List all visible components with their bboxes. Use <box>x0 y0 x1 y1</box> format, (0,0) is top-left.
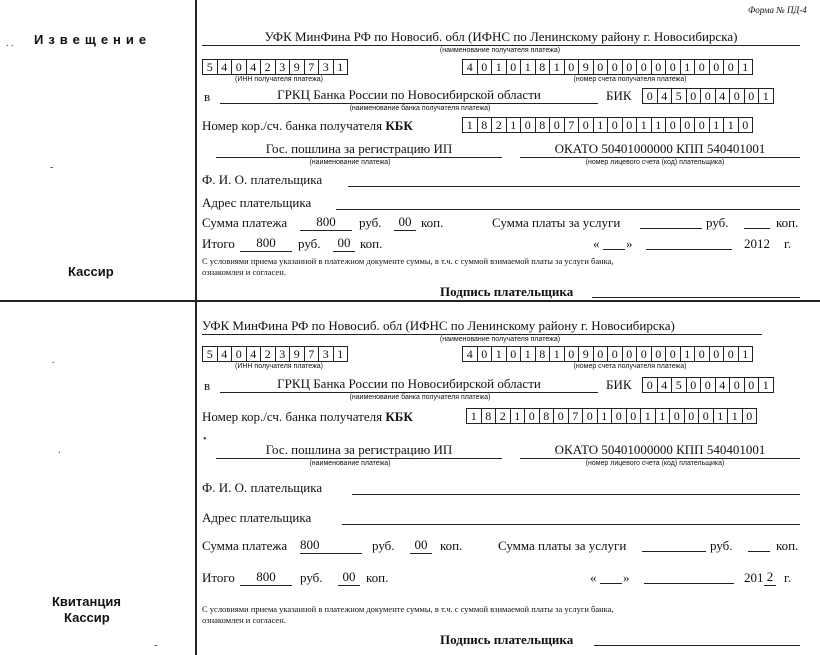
kbk-label <box>202 118 413 134</box>
digit-cell: 0 <box>622 346 638 362</box>
digit-cell: 4 <box>657 88 673 104</box>
digit-cell: 0 <box>642 88 658 104</box>
digit-cell: 1 <box>709 117 725 133</box>
digit-cell: 1 <box>491 346 507 362</box>
cashier-label-top: Кассир <box>68 264 114 279</box>
vertical-divider <box>195 0 197 655</box>
year-suffix: г. <box>784 236 792 251</box>
digit-cell: 7 <box>304 346 320 362</box>
day-field[interactable] <box>603 236 625 250</box>
digit-cell: 3 <box>275 346 291 362</box>
digit-cell: 1 <box>655 408 671 424</box>
digit-cell: 0 <box>578 117 594 133</box>
digit-cell: 0 <box>744 88 760 104</box>
digit-cell: 0 <box>729 377 745 393</box>
scan-dot: . . <box>6 38 14 49</box>
digit-cell: 4 <box>246 59 262 75</box>
digit-cell: 0 <box>742 408 758 424</box>
digit-cell: 1 <box>680 346 696 362</box>
digit-cell: 0 <box>607 59 623 75</box>
digit-cell: 0 <box>723 59 739 75</box>
digit-cell: 0 <box>506 346 522 362</box>
digit-cell: 5 <box>202 59 218 75</box>
digit-cell: 2 <box>260 59 276 75</box>
digit-cell: 0 <box>506 59 522 75</box>
terms-line-2: ознакомлен и согласен. <box>202 267 286 277</box>
total-label: Итого <box>202 236 235 251</box>
digit-cell: 1 <box>727 408 743 424</box>
digit-cell: 3 <box>318 59 334 75</box>
digit-cell: 0 <box>686 377 702 393</box>
okato-kpp: ОКАТО 50401000000 КПП 540401001 <box>520 141 800 158</box>
rub-label: руб. <box>372 538 395 553</box>
digit-cell: 0 <box>626 408 642 424</box>
quote-open: « <box>590 570 597 585</box>
payer-name-field[interactable] <box>352 481 800 495</box>
payer-address-label: Адрес плательщика <box>202 510 312 525</box>
digit-cell: 1 <box>520 59 536 75</box>
digit-cell: 4 <box>462 346 478 362</box>
recipient-name: УФК МинФина РФ по Новосиб. обл (ИФНС по Ленинскому району г. Новосибирска) <box>202 318 762 335</box>
signature-label: Подпись плательщика <box>440 632 574 647</box>
recipient-name: УФК МинФина РФ по Новосиб. обл (ИФНС по Ленинскому району г. Новосибирска) <box>202 29 800 46</box>
account-digits <box>462 346 753 362</box>
signature-label: Подпись плательщика <box>440 284 574 299</box>
services-rub-field[interactable] <box>642 538 706 552</box>
digit-cell: 0 <box>553 408 569 424</box>
digit-cell: 2 <box>260 346 276 362</box>
digit-cell: 0 <box>709 59 725 75</box>
digit-cell: 1 <box>738 59 754 75</box>
digit-cell: 0 <box>700 88 716 104</box>
services-rub-label: руб. <box>706 215 729 230</box>
digit-cell: 0 <box>684 408 700 424</box>
month-field[interactable] <box>646 236 732 250</box>
services-kop-label: коп. <box>776 215 799 230</box>
digit-cell: 4 <box>462 59 478 75</box>
total-value[interactable]: 800 <box>240 569 292 586</box>
account-digits <box>462 59 753 75</box>
scan-dot: . <box>52 355 55 366</box>
bik-digits <box>642 377 774 393</box>
bank-prefix: в <box>204 378 211 393</box>
digit-cell: 0 <box>723 346 739 362</box>
digit-cell: 8 <box>539 408 555 424</box>
digit-cell: 0 <box>593 346 609 362</box>
digit-cell: 0 <box>729 88 745 104</box>
total-kop-value[interactable]: 00 <box>338 569 360 586</box>
terms-text <box>202 256 614 278</box>
digit-cell: 0 <box>744 377 760 393</box>
payer-address-field[interactable] <box>342 511 800 525</box>
kbk-digits <box>466 408 757 424</box>
digit-cell: 0 <box>607 346 623 362</box>
digit-cell: 0 <box>231 59 247 75</box>
digit-cell: 7 <box>568 408 584 424</box>
terms-line-1: С условиями приема указанной в платежном документе суммы, в т.ч. с суммой взимаемой платы за услуги банка, <box>202 604 614 614</box>
digit-cell: 1 <box>491 59 507 75</box>
digit-cell: 0 <box>642 377 658 393</box>
kop-label: коп. <box>440 538 463 553</box>
digit-cell: 2 <box>491 117 507 133</box>
kop-value[interactable]: 00 <box>394 214 416 231</box>
total-kop-value[interactable]: 00 <box>333 235 355 252</box>
digit-cell: 0 <box>665 346 681 362</box>
digit-cell: 9 <box>289 346 305 362</box>
digit-cell: 2 <box>495 408 511 424</box>
digit-cell: 0 <box>582 408 598 424</box>
kbk-label-bold: КБК <box>385 118 413 133</box>
digit-cell: 1 <box>549 346 565 362</box>
year-top: 2012 <box>744 236 770 251</box>
account-code-caption: (номер лицевого счета (код) плательщика) <box>585 460 725 467</box>
digit-cell: 5 <box>202 346 218 362</box>
notice-label: Извещение <box>34 32 152 47</box>
digit-cell: 1 <box>520 346 536 362</box>
services-label: Сумма платы за услуги <box>498 538 627 553</box>
digit-cell: 1 <box>549 59 565 75</box>
kop-label: коп. <box>421 215 444 230</box>
bank-name: ГРКЦ Банка России по Новосибирской области <box>220 87 598 104</box>
digit-cell: 0 <box>709 346 725 362</box>
month-field[interactable] <box>644 570 734 584</box>
inn-caption: (ИНН получателя платежа) <box>235 76 323 83</box>
digit-cell: 0 <box>607 117 623 133</box>
digit-cell: 0 <box>611 408 627 424</box>
digit-cell: 7 <box>304 59 320 75</box>
services-kop-label: коп. <box>776 538 799 553</box>
services-kop-field[interactable] <box>748 538 770 552</box>
digit-cell: 0 <box>622 59 638 75</box>
sum-label: Сумма платежа <box>202 538 288 553</box>
digit-cell: 1 <box>723 117 739 133</box>
digit-cell: 0 <box>231 346 247 362</box>
year-bottom-suffix[interactable]: 2 <box>764 569 776 586</box>
kbk-digits <box>462 117 753 133</box>
services-rub-label: руб. <box>710 538 733 553</box>
digit-cell: 9 <box>289 59 305 75</box>
terms-line-2: ознакомлен и согласен. <box>202 615 286 625</box>
digit-cell: 1 <box>466 408 482 424</box>
total-kop-label: коп. <box>360 236 383 251</box>
digit-cell: 0 <box>593 59 609 75</box>
digit-cell: 4 <box>715 88 731 104</box>
digit-cell: 0 <box>636 59 652 75</box>
services-kop-field[interactable] <box>744 215 770 229</box>
sum-label: Сумма платежа <box>202 215 288 230</box>
payer-address-label: Адрес плательщика <box>202 195 312 210</box>
bank-caption: (наименование банка получателя платежа) <box>349 105 491 112</box>
digit-cell: 0 <box>477 346 493 362</box>
scan-dot: . <box>58 445 61 456</box>
bank-caption: (наименование банка получателя платежа) <box>349 394 491 401</box>
digit-cell: 1 <box>333 346 349 362</box>
kbk-label-prefix: Номер кор./сч. банка получателя <box>202 409 383 424</box>
digit-cell: 0 <box>549 117 565 133</box>
digit-cell: 0 <box>694 117 710 133</box>
payer-name-label: Ф. И. О. плательщика <box>202 172 323 187</box>
digit-cell: 4 <box>715 377 731 393</box>
digit-cell: 9 <box>578 346 594 362</box>
signature-field[interactable] <box>592 284 800 298</box>
bik-digits <box>642 88 774 104</box>
digit-cell: 0 <box>738 117 754 133</box>
day-field[interactable] <box>600 570 622 584</box>
total-label: Итого <box>202 570 235 585</box>
payment-name: Гос. пошлина за регистрацию ИП <box>216 442 502 459</box>
digit-cell: 3 <box>318 346 334 362</box>
digit-cell: 4 <box>217 346 233 362</box>
digit-cell: 0 <box>686 88 702 104</box>
digit-cell: 0 <box>636 346 652 362</box>
account-code-caption: (номер лицевого счета (код) плательщика) <box>585 159 725 166</box>
scan-dot: - <box>154 640 158 651</box>
scan-dot: • <box>203 434 207 445</box>
digit-cell: 8 <box>481 408 497 424</box>
recipient-caption: (наименование получателя платежа) <box>439 47 561 54</box>
okato-kpp: ОКАТО 50401000000 КПП 540401001 <box>520 442 800 459</box>
payment-caption: (наименование платежа) <box>309 159 391 166</box>
inn-digits <box>202 346 348 362</box>
sum-value[interactable]: 800 <box>300 214 352 231</box>
digit-cell: 0 <box>698 408 714 424</box>
quote-close: » <box>623 570 630 585</box>
digit-cell: 0 <box>651 346 667 362</box>
horizontal-divider <box>0 300 820 302</box>
cashier-label-bottom: Кассир <box>64 610 110 625</box>
digit-cell: 1 <box>462 117 478 133</box>
sum-value[interactable]: 800 <box>300 537 362 554</box>
digit-cell: 1 <box>636 117 652 133</box>
inn-caption: (ИНН получателя платежа) <box>235 363 323 370</box>
kbk-label-prefix: Номер кор./сч. банка получателя <box>202 118 383 133</box>
recipient-caption: (наименование получателя платежа) <box>439 336 561 343</box>
digit-cell: 1 <box>651 117 667 133</box>
digit-cell: 1 <box>510 408 526 424</box>
digit-cell: 1 <box>758 88 774 104</box>
year-bottom-prefix: 201 <box>744 570 764 585</box>
digit-cell: 0 <box>665 59 681 75</box>
account-caption: (номер счета получателя платежа) <box>573 363 687 370</box>
digit-cell: 8 <box>535 117 551 133</box>
digit-cell: 1 <box>597 408 613 424</box>
quote-open: « <box>593 236 600 251</box>
payer-address-field[interactable] <box>336 196 800 210</box>
digit-cell: 1 <box>713 408 729 424</box>
total-rub-label: руб. <box>300 570 323 585</box>
services-label: Сумма платы за услуги <box>492 215 621 230</box>
digit-cell: 1 <box>640 408 656 424</box>
digit-cell: 0 <box>694 346 710 362</box>
digit-cell: 4 <box>657 377 673 393</box>
digit-cell: 0 <box>651 59 667 75</box>
digit-cell: 0 <box>477 59 493 75</box>
total-kop-label: коп. <box>366 570 389 585</box>
digit-cell: 0 <box>665 117 681 133</box>
digit-cell: 0 <box>700 377 716 393</box>
digit-cell: 0 <box>694 59 710 75</box>
digit-cell: 0 <box>622 117 638 133</box>
account-caption: (номер счета получателя платежа) <box>573 76 687 83</box>
bank-prefix: в <box>204 89 211 104</box>
digit-cell: 1 <box>333 59 349 75</box>
signature-field[interactable] <box>594 632 800 646</box>
terms-text <box>202 604 614 626</box>
digit-cell: 3 <box>275 59 291 75</box>
payment-name: Гос. пошлина за регистрацию ИП <box>216 141 502 158</box>
digit-cell: 1 <box>506 117 522 133</box>
digit-cell: 8 <box>477 117 493 133</box>
payer-name-label: Ф. И. О. плательщика <box>202 480 323 495</box>
bank-name: ГРКЦ Банка России по Новосибирской области <box>220 376 598 393</box>
bik-label: БИК <box>606 88 632 103</box>
digit-cell: 8 <box>535 59 551 75</box>
rub-label: руб. <box>359 215 382 230</box>
kop-value[interactable]: 00 <box>410 537 432 554</box>
inn-digits <box>202 59 348 75</box>
digit-cell: 4 <box>217 59 233 75</box>
digit-cell: 8 <box>535 346 551 362</box>
scan-dot: - <box>50 162 54 173</box>
kbk-label <box>202 409 413 425</box>
digit-cell: 0 <box>564 346 580 362</box>
digit-cell: 1 <box>738 346 754 362</box>
form-number: Форма № ПД-4 <box>748 5 807 15</box>
digit-cell: 1 <box>758 377 774 393</box>
digit-cell: 7 <box>564 117 580 133</box>
digit-cell: 0 <box>680 117 696 133</box>
digit-cell: 9 <box>578 59 594 75</box>
digit-cell: 0 <box>564 59 580 75</box>
receipt-label: Квитанция <box>52 594 121 609</box>
total-rub-label: руб. <box>298 236 321 251</box>
payment-caption: (наименование платежа) <box>309 460 391 467</box>
digit-cell: 0 <box>520 117 536 133</box>
bik-label: БИК <box>606 377 632 392</box>
terms-line-1: С условиями приема указанной в платежном документе суммы, в т.ч. с суммой взимаемой платы за услуги банка, <box>202 256 614 266</box>
digit-cell: 4 <box>246 346 262 362</box>
digit-cell: 0 <box>669 408 685 424</box>
kbk-label-bold: КБК <box>385 409 413 424</box>
year-suffix: г. <box>784 570 792 585</box>
payer-name-field[interactable] <box>348 173 800 187</box>
digit-cell: 0 <box>524 408 540 424</box>
digit-cell: 1 <box>593 117 609 133</box>
quote-close: » <box>626 236 633 251</box>
digit-cell: 1 <box>680 59 696 75</box>
digit-cell: 5 <box>671 377 687 393</box>
digit-cell: 5 <box>671 88 687 104</box>
total-value[interactable]: 800 <box>240 235 292 252</box>
services-rub-field[interactable] <box>640 215 702 229</box>
